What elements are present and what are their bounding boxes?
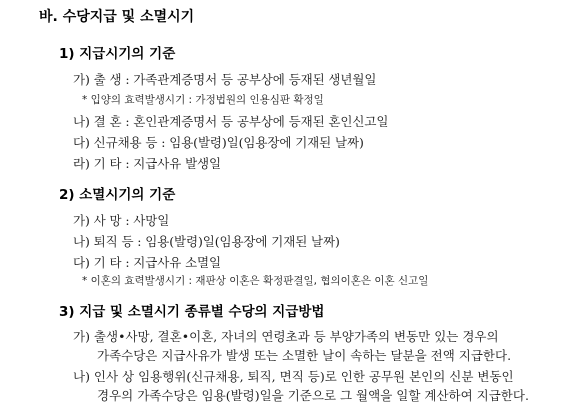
list-item: 나) 퇴직 등 : 임용(발령)일(임용장에 기재된 날짜) xyxy=(73,234,340,249)
paragraph-line: 가족수당은 지급사유가 발생 또는 소멸한 날이 속하는 달분을 전액 지급한다. xyxy=(97,348,512,363)
list-item: 가) 출 생 : 가족관계증명서 등 공부상에 등재된 생년월일 xyxy=(73,72,377,87)
paragraph-line: 가) 출생•사망, 결혼•이혼, 자녀의 연령초과 등 부양가족의 변동만 있는 경우의 xyxy=(73,329,499,344)
list-item: 라) 기 타 : 지급사유 발생일 xyxy=(73,156,222,171)
section-heading-payment-method: 3) 지급 및 소멸시기 종류별 수당의 지급방법 xyxy=(59,304,325,320)
paragraph-line: 나) 인사 상 임용행위(신규채용, 퇴직, 면직 등)로 인한 공무원 본인의 신분 변동인 xyxy=(73,369,514,384)
note: * 이혼의 효력발생시기 : 재판상 이혼은 확정판결일, 협의이혼은 이혼 신고일 xyxy=(82,275,429,287)
list-item: 나) 결 혼 : 혼인관계증명서 등 공부상에 등재된 혼인신고일 xyxy=(73,114,389,129)
page-title: 바. 수당지급 및 소멸시기 xyxy=(39,9,195,25)
section-heading-payment-timing: 1) 지급시기의 기준 xyxy=(59,46,176,62)
section-heading-expiry-timing: 2) 소멸시기의 기준 xyxy=(59,187,176,203)
list-item: 다) 신규채용 등 : 임용(발령)일(임용장에 기재된 날짜) xyxy=(73,135,364,150)
list-item: 가) 사 망 : 사망일 xyxy=(73,213,170,228)
paragraph-line: 경우의 가족수당은 임용(발령)일을 기준으로 그 월액을 일할 계산하여 지급한다. xyxy=(97,388,529,403)
note: * 입양의 효력발생시기 : 가정법원의 인용심판 확정일 xyxy=(82,94,324,106)
list-item: 다) 기 타 : 지급사유 소멸일 xyxy=(73,255,222,270)
